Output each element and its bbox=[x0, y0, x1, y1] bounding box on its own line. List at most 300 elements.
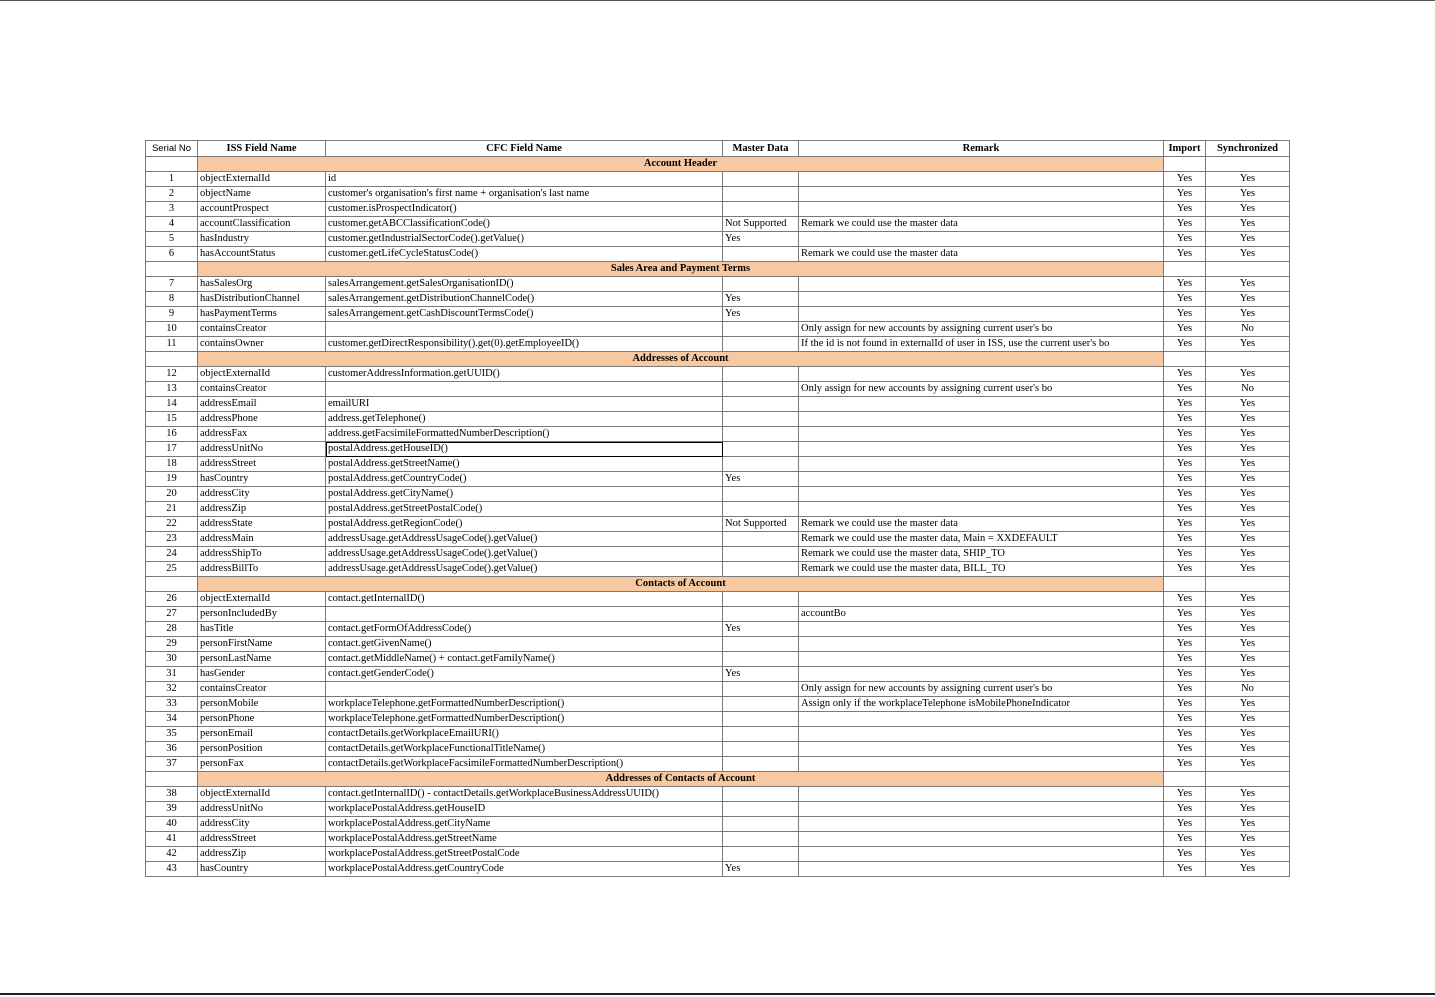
section-import-cell[interactable] bbox=[1164, 352, 1206, 367]
synchronized-cell[interactable]: Yes bbox=[1206, 532, 1290, 547]
import-cell[interactable]: Yes bbox=[1164, 367, 1206, 382]
remark-cell[interactable] bbox=[799, 427, 1164, 442]
remark-cell[interactable] bbox=[799, 832, 1164, 847]
remark-cell[interactable] bbox=[799, 592, 1164, 607]
master-data-cell[interactable] bbox=[723, 652, 799, 667]
iss-field-name-cell[interactable]: objectName bbox=[198, 187, 326, 202]
serial-no-cell[interactable]: 18 bbox=[146, 457, 198, 472]
synchronized-cell[interactable]: Yes bbox=[1206, 502, 1290, 517]
serial-no-cell[interactable]: 33 bbox=[146, 697, 198, 712]
import-cell[interactable]: Yes bbox=[1164, 457, 1206, 472]
cfc-field-name-cell[interactable]: contact.getGenderCode() bbox=[326, 667, 723, 682]
iss-field-name-cell[interactable]: objectExternalId bbox=[198, 787, 326, 802]
section-sync-cell[interactable] bbox=[1206, 772, 1290, 787]
master-data-cell[interactable] bbox=[723, 487, 799, 502]
import-cell[interactable]: Yes bbox=[1164, 742, 1206, 757]
master-data-cell[interactable] bbox=[723, 442, 799, 457]
remark-cell[interactable] bbox=[799, 397, 1164, 412]
section-sync-cell[interactable] bbox=[1206, 577, 1290, 592]
remark-cell[interactable]: Assign only if the workplaceTelephone isMobilePhoneIndicator bbox=[799, 697, 1164, 712]
remark-cell[interactable]: Remark we could use the master data, Main = XXDEFAULT bbox=[799, 532, 1164, 547]
cfc-field-name-cell[interactable]: postalAddress.getCityName() bbox=[326, 487, 723, 502]
cfc-field-name-cell[interactable]: workplaceTelephone.getFormattedNumberDescription() bbox=[326, 697, 723, 712]
import-cell[interactable]: Yes bbox=[1164, 502, 1206, 517]
master-data-cell[interactable]: Not Supported bbox=[723, 217, 799, 232]
section-title[interactable]: Addresses of Account bbox=[198, 352, 1164, 367]
serial-no-cell[interactable]: 41 bbox=[146, 832, 198, 847]
cfc-field-name-cell[interactable]: contactDetails.getWorkplaceFacsimileFormattedNumberDescription() bbox=[326, 757, 723, 772]
serial-no-cell[interactable]: 27 bbox=[146, 607, 198, 622]
synchronized-cell[interactable]: Yes bbox=[1206, 787, 1290, 802]
cfc-field-name-cell[interactable]: addressUsage.getAddressUsageCode().getValue() bbox=[326, 547, 723, 562]
remark-cell[interactable]: accountBo bbox=[799, 607, 1164, 622]
master-data-cell[interactable] bbox=[723, 187, 799, 202]
synchronized-cell[interactable]: Yes bbox=[1206, 307, 1290, 322]
master-data-cell[interactable] bbox=[723, 847, 799, 862]
serial-no-cell[interactable]: 15 bbox=[146, 412, 198, 427]
import-cell[interactable]: Yes bbox=[1164, 862, 1206, 877]
import-cell[interactable]: Yes bbox=[1164, 637, 1206, 652]
serial-no-cell[interactable]: 11 bbox=[146, 337, 198, 352]
remark-cell[interactable] bbox=[799, 712, 1164, 727]
import-cell[interactable]: Yes bbox=[1164, 322, 1206, 337]
synchronized-cell[interactable]: No bbox=[1206, 382, 1290, 397]
remark-cell[interactable]: Remark we could use the master data bbox=[799, 217, 1164, 232]
section-sync-cell[interactable] bbox=[1206, 352, 1290, 367]
master-data-cell[interactable] bbox=[723, 727, 799, 742]
iss-field-name-cell[interactable]: personPhone bbox=[198, 712, 326, 727]
master-data-cell[interactable] bbox=[723, 547, 799, 562]
synchronized-header[interactable]: Synchronized bbox=[1206, 141, 1290, 157]
synchronized-cell[interactable]: Yes bbox=[1206, 757, 1290, 772]
import-cell[interactable]: Yes bbox=[1164, 472, 1206, 487]
master-data-cell[interactable] bbox=[723, 817, 799, 832]
master-data-cell[interactable]: Yes bbox=[723, 292, 799, 307]
iss-field-name-cell[interactable]: addressCity bbox=[198, 487, 326, 502]
serial-no-cell[interactable]: 24 bbox=[146, 547, 198, 562]
section-serial-cell[interactable] bbox=[146, 262, 198, 277]
cfc-field-name-cell[interactable] bbox=[326, 382, 723, 397]
master-data-cell[interactable]: Yes bbox=[723, 622, 799, 637]
iss-field-name-cell[interactable]: hasDistributionChannel bbox=[198, 292, 326, 307]
cfc-field-name-cell[interactable]: address.getTelephone() bbox=[326, 412, 723, 427]
iss-field-name-cell[interactable]: personIncludedBy bbox=[198, 607, 326, 622]
serial-no-cell[interactable]: 17 bbox=[146, 442, 198, 457]
synchronized-cell[interactable]: Yes bbox=[1206, 802, 1290, 817]
master-data-cell[interactable] bbox=[723, 562, 799, 577]
synchronized-cell[interactable]: Yes bbox=[1206, 547, 1290, 562]
master-data-header[interactable]: Master Data bbox=[723, 141, 799, 157]
master-data-cell[interactable]: Yes bbox=[723, 667, 799, 682]
serial-no-cell[interactable]: 21 bbox=[146, 502, 198, 517]
remark-cell[interactable] bbox=[799, 442, 1164, 457]
master-data-cell[interactable] bbox=[723, 697, 799, 712]
cfc-field-name-cell[interactable]: postalAddress.getCountryCode() bbox=[326, 472, 723, 487]
remark-cell[interactable] bbox=[799, 652, 1164, 667]
cfc-field-name-cell[interactable]: contactDetails.getWorkplaceFunctionalTitleName() bbox=[326, 742, 723, 757]
remark-cell[interactable] bbox=[799, 622, 1164, 637]
iss-field-name-cell[interactable]: addressStreet bbox=[198, 832, 326, 847]
serial-no-cell[interactable]: 10 bbox=[146, 322, 198, 337]
remark-cell[interactable]: Remark we could use the master data, BILL_TO bbox=[799, 562, 1164, 577]
remark-cell[interactable] bbox=[799, 457, 1164, 472]
master-data-cell[interactable] bbox=[723, 757, 799, 772]
cfc-field-name-cell[interactable]: contact.getMiddleName() + contact.getFamilyName() bbox=[326, 652, 723, 667]
serial-no-cell[interactable]: 38 bbox=[146, 787, 198, 802]
synchronized-cell[interactable]: No bbox=[1206, 682, 1290, 697]
remark-cell[interactable]: Only assign for new accounts by assigning current user's bo bbox=[799, 322, 1164, 337]
synchronized-cell[interactable]: Yes bbox=[1206, 412, 1290, 427]
serial-no-cell[interactable]: 22 bbox=[146, 517, 198, 532]
cfc-field-name-cell[interactable]: addressUsage.getAddressUsageCode().getValue() bbox=[326, 562, 723, 577]
remark-cell[interactable] bbox=[799, 487, 1164, 502]
iss-field-name-cell[interactable]: objectExternalId bbox=[198, 172, 326, 187]
iss-field-name-cell[interactable]: personFax bbox=[198, 757, 326, 772]
synchronized-cell[interactable]: Yes bbox=[1206, 172, 1290, 187]
synchronized-cell[interactable]: Yes bbox=[1206, 472, 1290, 487]
serial-no-header[interactable]: Serial No bbox=[146, 141, 198, 157]
cfc-field-name-cell[interactable]: customer's organisation's first name + organisation's last name bbox=[326, 187, 723, 202]
cfc-field-name-cell[interactable]: postalAddress.getHouseID() bbox=[326, 442, 723, 457]
cfc-field-name-cell[interactable]: customer.getIndustrialSectorCode().getValue() bbox=[326, 232, 723, 247]
import-cell[interactable]: Yes bbox=[1164, 712, 1206, 727]
cfc-field-name-cell[interactable]: address.getFacsimileFormattedNumberDescription() bbox=[326, 427, 723, 442]
synchronized-cell[interactable]: Yes bbox=[1206, 637, 1290, 652]
remark-cell[interactable] bbox=[799, 667, 1164, 682]
serial-no-cell[interactable]: 35 bbox=[146, 727, 198, 742]
import-cell[interactable]: Yes bbox=[1164, 847, 1206, 862]
serial-no-cell[interactable]: 4 bbox=[146, 217, 198, 232]
serial-no-cell[interactable]: 16 bbox=[146, 427, 198, 442]
remark-cell[interactable]: Remark we could use the master data bbox=[799, 247, 1164, 262]
synchronized-cell[interactable]: Yes bbox=[1206, 847, 1290, 862]
synchronized-cell[interactable]: Yes bbox=[1206, 607, 1290, 622]
master-data-cell[interactable]: Yes bbox=[723, 472, 799, 487]
section-title[interactable]: Addresses of Contacts of Account bbox=[198, 772, 1164, 787]
synchronized-cell[interactable]: Yes bbox=[1206, 427, 1290, 442]
synchronized-cell[interactable]: Yes bbox=[1206, 562, 1290, 577]
section-import-cell[interactable] bbox=[1164, 157, 1206, 172]
master-data-cell[interactable] bbox=[723, 172, 799, 187]
section-serial-cell[interactable] bbox=[146, 577, 198, 592]
synchronized-cell[interactable]: Yes bbox=[1206, 517, 1290, 532]
master-data-cell[interactable] bbox=[723, 247, 799, 262]
remark-cell[interactable]: Remark we could use the master data bbox=[799, 517, 1164, 532]
master-data-cell[interactable]: Not Supported bbox=[723, 517, 799, 532]
synchronized-cell[interactable]: Yes bbox=[1206, 832, 1290, 847]
remark-cell[interactable]: Only assign for new accounts by assigning current user's bo bbox=[799, 682, 1164, 697]
cfc-field-name-cell[interactable]: id bbox=[326, 172, 723, 187]
cfc-field-name-cell[interactable]: contact.getFormOfAddressCode() bbox=[326, 622, 723, 637]
master-data-cell[interactable]: Yes bbox=[723, 307, 799, 322]
cfc-field-name-cell[interactable]: workplacePostalAddress.getStreetName bbox=[326, 832, 723, 847]
iss-field-name-cell[interactable]: personPosition bbox=[198, 742, 326, 757]
remark-cell[interactable] bbox=[799, 637, 1164, 652]
import-cell[interactable]: Yes bbox=[1164, 802, 1206, 817]
master-data-cell[interactable]: Yes bbox=[723, 232, 799, 247]
iss-field-name-cell[interactable]: hasCountry bbox=[198, 862, 326, 877]
iss-field-name-cell[interactable]: hasSalesOrg bbox=[198, 277, 326, 292]
cfc-field-name-cell[interactable]: customerAddressInformation.getUUID() bbox=[326, 367, 723, 382]
synchronized-cell[interactable]: Yes bbox=[1206, 442, 1290, 457]
remark-cell[interactable] bbox=[799, 847, 1164, 862]
remark-cell[interactable] bbox=[799, 292, 1164, 307]
remark-cell[interactable] bbox=[799, 277, 1164, 292]
remark-cell[interactable] bbox=[799, 802, 1164, 817]
cfc-field-name-cell[interactable]: addressUsage.getAddressUsageCode().getValue() bbox=[326, 532, 723, 547]
import-cell[interactable]: Yes bbox=[1164, 532, 1206, 547]
cfc-field-name-cell[interactable]: customer.getLifeCycleStatusCode() bbox=[326, 247, 723, 262]
iss-field-name-header[interactable]: ISS Field Name bbox=[198, 141, 326, 157]
serial-no-cell[interactable]: 26 bbox=[146, 592, 198, 607]
iss-field-name-cell[interactable]: addressZip bbox=[198, 502, 326, 517]
cfc-field-name-cell[interactable]: postalAddress.getRegionCode() bbox=[326, 517, 723, 532]
import-cell[interactable]: Yes bbox=[1164, 382, 1206, 397]
serial-no-cell[interactable]: 19 bbox=[146, 472, 198, 487]
iss-field-name-cell[interactable]: hasCountry bbox=[198, 472, 326, 487]
import-cell[interactable]: Yes bbox=[1164, 307, 1206, 322]
master-data-cell[interactable] bbox=[723, 682, 799, 697]
iss-field-name-cell[interactable]: personLastName bbox=[198, 652, 326, 667]
iss-field-name-cell[interactable]: objectExternalId bbox=[198, 592, 326, 607]
synchronized-cell[interactable]: Yes bbox=[1206, 217, 1290, 232]
cfc-field-name-cell[interactable]: emailURI bbox=[326, 397, 723, 412]
iss-field-name-cell[interactable]: hasAccountStatus bbox=[198, 247, 326, 262]
iss-field-name-cell[interactable]: addressShipTo bbox=[198, 547, 326, 562]
import-cell[interactable]: Yes bbox=[1164, 187, 1206, 202]
synchronized-cell[interactable]: Yes bbox=[1206, 397, 1290, 412]
section-serial-cell[interactable] bbox=[146, 352, 198, 367]
iss-field-name-cell[interactable]: addressBillTo bbox=[198, 562, 326, 577]
iss-field-name-cell[interactable]: hasGender bbox=[198, 667, 326, 682]
iss-field-name-cell[interactable]: addressZip bbox=[198, 847, 326, 862]
cfc-field-name-cell[interactable]: contact.getGivenName() bbox=[326, 637, 723, 652]
import-cell[interactable]: Yes bbox=[1164, 787, 1206, 802]
iss-field-name-cell[interactable]: personEmail bbox=[198, 727, 326, 742]
iss-field-name-cell[interactable]: addressEmail bbox=[198, 397, 326, 412]
master-data-cell[interactable] bbox=[723, 382, 799, 397]
master-data-cell[interactable] bbox=[723, 427, 799, 442]
cfc-field-name-cell[interactable]: workplaceTelephone.getFormattedNumberDescription() bbox=[326, 712, 723, 727]
import-cell[interactable]: Yes bbox=[1164, 817, 1206, 832]
master-data-cell[interactable] bbox=[723, 277, 799, 292]
cfc-field-name-cell[interactable]: postalAddress.getStreetName() bbox=[326, 457, 723, 472]
iss-field-name-cell[interactable]: containsCreator bbox=[198, 682, 326, 697]
section-title[interactable]: Sales Area and Payment Terms bbox=[198, 262, 1164, 277]
master-data-cell[interactable]: Yes bbox=[723, 862, 799, 877]
cfc-field-name-cell[interactable]: salesArrangement.getDistributionChannelCode() bbox=[326, 292, 723, 307]
serial-no-cell[interactable]: 29 bbox=[146, 637, 198, 652]
synchronized-cell[interactable]: Yes bbox=[1206, 232, 1290, 247]
master-data-cell[interactable] bbox=[723, 787, 799, 802]
section-import-cell[interactable] bbox=[1164, 772, 1206, 787]
serial-no-cell[interactable]: 23 bbox=[146, 532, 198, 547]
synchronized-cell[interactable]: Yes bbox=[1206, 457, 1290, 472]
import-cell[interactable]: Yes bbox=[1164, 292, 1206, 307]
import-cell[interactable]: Yes bbox=[1164, 562, 1206, 577]
master-data-cell[interactable] bbox=[723, 637, 799, 652]
master-data-cell[interactable] bbox=[723, 457, 799, 472]
master-data-cell[interactable] bbox=[723, 367, 799, 382]
remark-cell[interactable]: Only assign for new accounts by assigning current user's bo bbox=[799, 382, 1164, 397]
import-cell[interactable]: Yes bbox=[1164, 232, 1206, 247]
synchronized-cell[interactable]: Yes bbox=[1206, 202, 1290, 217]
import-cell[interactable]: Yes bbox=[1164, 757, 1206, 772]
iss-field-name-cell[interactable]: addressCity bbox=[198, 817, 326, 832]
iss-field-name-cell[interactable]: objectExternalId bbox=[198, 367, 326, 382]
serial-no-cell[interactable]: 30 bbox=[146, 652, 198, 667]
iss-field-name-cell[interactable]: addressUnitNo bbox=[198, 442, 326, 457]
iss-field-name-cell[interactable]: addressPhone bbox=[198, 412, 326, 427]
cfc-field-name-cell[interactable]: contact.getInternalID() bbox=[326, 592, 723, 607]
remark-cell[interactable] bbox=[799, 202, 1164, 217]
cfc-field-name-cell[interactable]: workplacePostalAddress.getStreetPostalCode bbox=[326, 847, 723, 862]
cfc-field-name-cell[interactable]: postalAddress.getStreetPostalCode() bbox=[326, 502, 723, 517]
remark-cell[interactable] bbox=[799, 757, 1164, 772]
cfc-field-name-cell[interactable]: salesArrangement.getSalesOrganisationID() bbox=[326, 277, 723, 292]
synchronized-cell[interactable]: Yes bbox=[1206, 742, 1290, 757]
remark-cell[interactable] bbox=[799, 502, 1164, 517]
cfc-field-name-cell[interactable]: contact.getInternalID() - contactDetails.getWorkplaceBusinessAddressUUID() bbox=[326, 787, 723, 802]
import-cell[interactable]: Yes bbox=[1164, 442, 1206, 457]
remark-cell[interactable] bbox=[799, 742, 1164, 757]
remark-cell[interactable] bbox=[799, 187, 1164, 202]
remark-cell[interactable] bbox=[799, 727, 1164, 742]
import-cell[interactable]: Yes bbox=[1164, 682, 1206, 697]
import-cell[interactable]: Yes bbox=[1164, 277, 1206, 292]
cfc-field-name-cell[interactable]: salesArrangement.getCashDiscountTermsCode() bbox=[326, 307, 723, 322]
serial-no-cell[interactable]: 14 bbox=[146, 397, 198, 412]
remark-cell[interactable] bbox=[799, 307, 1164, 322]
import-cell[interactable]: Yes bbox=[1164, 652, 1206, 667]
cfc-field-name-cell[interactable]: workplacePostalAddress.getCityName bbox=[326, 817, 723, 832]
import-cell[interactable]: Yes bbox=[1164, 172, 1206, 187]
cfc-field-name-header[interactable]: CFC Field Name bbox=[326, 141, 723, 157]
iss-field-name-cell[interactable]: addressFax bbox=[198, 427, 326, 442]
import-cell[interactable]: Yes bbox=[1164, 337, 1206, 352]
serial-no-cell[interactable]: 13 bbox=[146, 382, 198, 397]
import-cell[interactable]: Yes bbox=[1164, 592, 1206, 607]
synchronized-cell[interactable]: Yes bbox=[1206, 667, 1290, 682]
import-cell[interactable]: Yes bbox=[1164, 697, 1206, 712]
iss-field-name-cell[interactable]: addressUnitNo bbox=[198, 802, 326, 817]
master-data-cell[interactable] bbox=[723, 202, 799, 217]
import-cell[interactable]: Yes bbox=[1164, 487, 1206, 502]
iss-field-name-cell[interactable]: containsCreator bbox=[198, 322, 326, 337]
master-data-cell[interactable] bbox=[723, 502, 799, 517]
serial-no-cell[interactable]: 42 bbox=[146, 847, 198, 862]
cfc-field-name-cell[interactable]: customer.getDirectResponsibility().get(0).getEmployeeID() bbox=[326, 337, 723, 352]
master-data-cell[interactable] bbox=[723, 712, 799, 727]
iss-field-name-cell[interactable]: containsOwner bbox=[198, 337, 326, 352]
remark-cell[interactable]: Remark we could use the master data, SHIP_TO bbox=[799, 547, 1164, 562]
iss-field-name-cell[interactable]: hasIndustry bbox=[198, 232, 326, 247]
cfc-field-name-cell[interactable]: workplacePostalAddress.getCountryCode bbox=[326, 862, 723, 877]
import-cell[interactable]: Yes bbox=[1164, 517, 1206, 532]
iss-field-name-cell[interactable]: addressState bbox=[198, 517, 326, 532]
serial-no-cell[interactable]: 32 bbox=[146, 682, 198, 697]
section-sync-cell[interactable] bbox=[1206, 262, 1290, 277]
import-cell[interactable]: Yes bbox=[1164, 397, 1206, 412]
import-cell[interactable]: Yes bbox=[1164, 607, 1206, 622]
section-serial-cell[interactable] bbox=[146, 772, 198, 787]
section-title[interactable]: Account Header bbox=[198, 157, 1164, 172]
import-cell[interactable]: Yes bbox=[1164, 832, 1206, 847]
master-data-cell[interactable] bbox=[723, 532, 799, 547]
iss-field-name-cell[interactable]: hasPaymentTerms bbox=[198, 307, 326, 322]
serial-no-cell[interactable]: 6 bbox=[146, 247, 198, 262]
remark-cell[interactable]: If the id is not found in externalId of user in ISS, use the current user's bo bbox=[799, 337, 1164, 352]
synchronized-cell[interactable]: Yes bbox=[1206, 592, 1290, 607]
serial-no-cell[interactable]: 1 bbox=[146, 172, 198, 187]
synchronized-cell[interactable]: Yes bbox=[1206, 622, 1290, 637]
cfc-field-name-cell[interactable]: contactDetails.getWorkplaceEmailURI() bbox=[326, 727, 723, 742]
serial-no-cell[interactable]: 25 bbox=[146, 562, 198, 577]
cfc-field-name-cell[interactable] bbox=[326, 607, 723, 622]
iss-field-name-cell[interactable]: accountClassification bbox=[198, 217, 326, 232]
import-cell[interactable]: Yes bbox=[1164, 667, 1206, 682]
import-cell[interactable]: Yes bbox=[1164, 217, 1206, 232]
serial-no-cell[interactable]: 36 bbox=[146, 742, 198, 757]
synchronized-cell[interactable]: Yes bbox=[1206, 367, 1290, 382]
serial-no-cell[interactable]: 12 bbox=[146, 367, 198, 382]
master-data-cell[interactable] bbox=[723, 322, 799, 337]
serial-no-cell[interactable]: 3 bbox=[146, 202, 198, 217]
synchronized-cell[interactable]: Yes bbox=[1206, 817, 1290, 832]
import-cell[interactable]: Yes bbox=[1164, 547, 1206, 562]
section-sync-cell[interactable] bbox=[1206, 157, 1290, 172]
serial-no-cell[interactable]: 39 bbox=[146, 802, 198, 817]
cfc-field-name-cell[interactable] bbox=[326, 322, 723, 337]
master-data-cell[interactable] bbox=[723, 607, 799, 622]
master-data-cell[interactable] bbox=[723, 397, 799, 412]
import-cell[interactable]: Yes bbox=[1164, 427, 1206, 442]
remark-cell[interactable] bbox=[799, 232, 1164, 247]
serial-no-cell[interactable]: 28 bbox=[146, 622, 198, 637]
serial-no-cell[interactable]: 43 bbox=[146, 862, 198, 877]
serial-no-cell[interactable]: 34 bbox=[146, 712, 198, 727]
iss-field-name-cell[interactable]: addressMain bbox=[198, 532, 326, 547]
synchronized-cell[interactable]: Yes bbox=[1206, 187, 1290, 202]
cfc-field-name-cell[interactable]: customer.isProspectIndicator() bbox=[326, 202, 723, 217]
serial-no-cell[interactable]: 8 bbox=[146, 292, 198, 307]
section-import-cell[interactable] bbox=[1164, 262, 1206, 277]
master-data-cell[interactable] bbox=[723, 742, 799, 757]
cfc-field-name-cell[interactable] bbox=[326, 682, 723, 697]
iss-field-name-cell[interactable]: hasTitle bbox=[198, 622, 326, 637]
cfc-field-name-cell[interactable]: workplacePostalAddress.getHouseID bbox=[326, 802, 723, 817]
import-cell[interactable]: Yes bbox=[1164, 622, 1206, 637]
synchronized-cell[interactable]: Yes bbox=[1206, 487, 1290, 502]
remark-cell[interactable] bbox=[799, 817, 1164, 832]
serial-no-cell[interactable]: 40 bbox=[146, 817, 198, 832]
synchronized-cell[interactable]: Yes bbox=[1206, 697, 1290, 712]
iss-field-name-cell[interactable]: accountProspect bbox=[198, 202, 326, 217]
master-data-cell[interactable] bbox=[723, 337, 799, 352]
master-data-cell[interactable] bbox=[723, 592, 799, 607]
cfc-field-name-cell[interactable]: customer.getABCClassificationCode() bbox=[326, 217, 723, 232]
serial-no-cell[interactable]: 2 bbox=[146, 187, 198, 202]
remark-cell[interactable] bbox=[799, 862, 1164, 877]
serial-no-cell[interactable]: 37 bbox=[146, 757, 198, 772]
synchronized-cell[interactable]: Yes bbox=[1206, 652, 1290, 667]
synchronized-cell[interactable]: Yes bbox=[1206, 277, 1290, 292]
import-cell[interactable]: Yes bbox=[1164, 412, 1206, 427]
synchronized-cell[interactable]: Yes bbox=[1206, 862, 1290, 877]
master-data-cell[interactable] bbox=[723, 412, 799, 427]
synchronized-cell[interactable]: Yes bbox=[1206, 247, 1290, 262]
iss-field-name-cell[interactable]: personMobile bbox=[198, 697, 326, 712]
